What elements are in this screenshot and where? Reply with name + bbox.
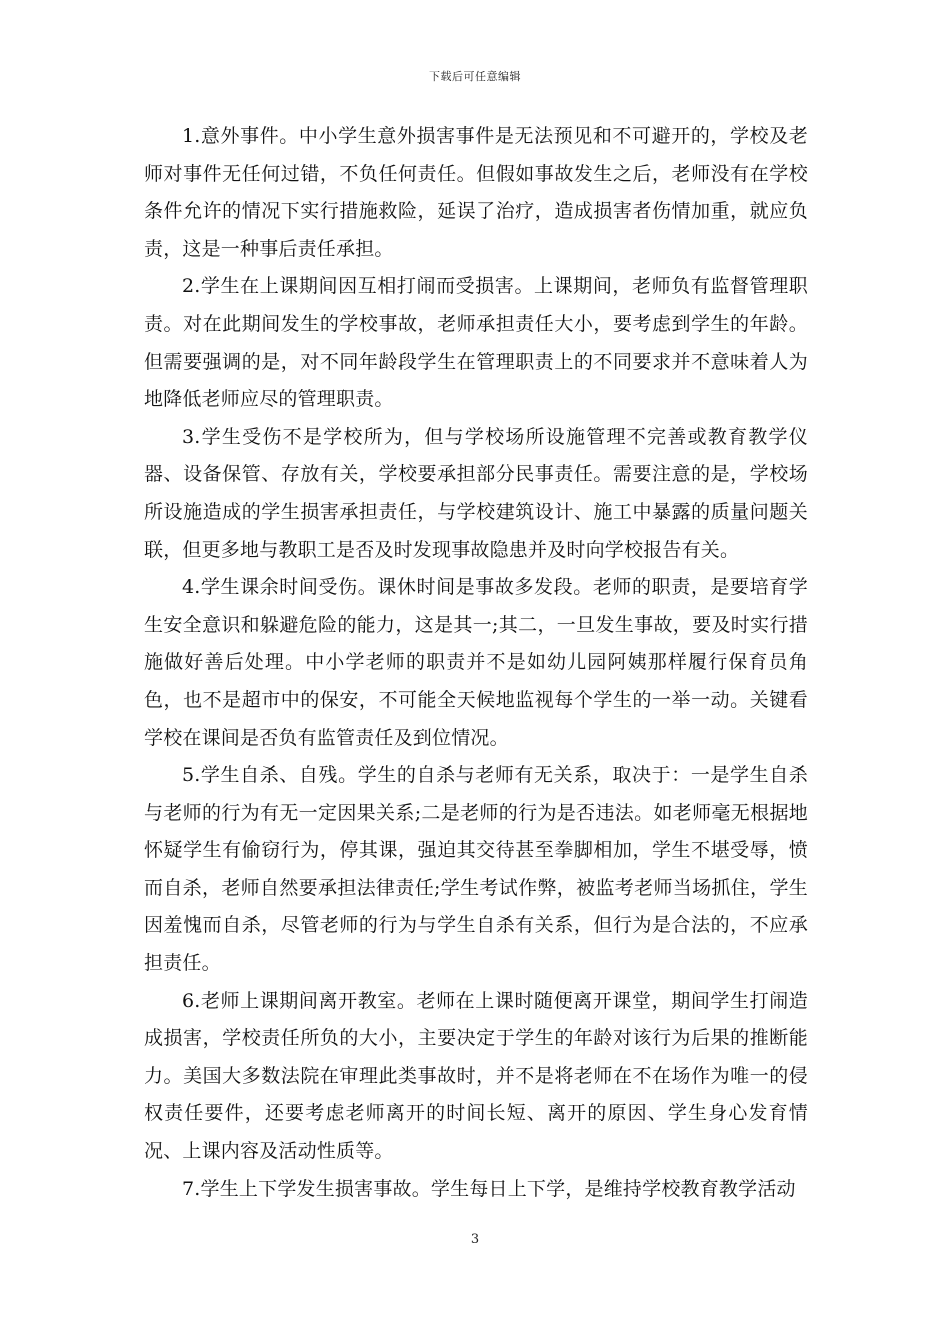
paragraph-3: 3.学生受伤不是学校所为，但与学校场所设施管理不完善或教育教学仪器、设备保管、存放有关，学校要承担部分民事责任。需要注意的是，学校场所设施造成的学生损害承担责任，与学校建筑设计、施工中暴露的质量问题关联，但更多地与教职工是否及时发现事故隐患并及时向学校报告有关。 [144,425,808,561]
paragraph-4: 4.学生课余时间受伤。课休时间是事故多发段。老师的职责，是要培育学生安全意识和躲避危险的能力，这是其一;其二，一旦发生事故，要及时实行措施做好善后处理。中小学老师的职责并不是如幼儿园阿姨那样履行保育员角色，也不是超市中的保安，不可能全天候地监视每个学生的一举一动。关键看学校在课间是否负有监管责任及到位情况。 [144,576,808,749]
body-text [144,118,808,1208]
page-number: 3 [470,1232,480,1247]
page-header: 下载后可任意编辑 [429,70,521,83]
paragraph-2: 2.学生在上课期间因互相打闹而受损害。上课期间，老师负有监督管理职责。对在此期间发生的学校事故，老师承担责任大小，要考虑到学生的年龄。但需要强调的是，对不同年龄段学生在管理职责上的不同要求并不意味着人为地降低老师应尽的管理职责。 [144,275,808,411]
paragraph-7: 7.学生上下学发生损害事故。学生每日上下学，是维持学校教育教学活动 [182,1177,796,1200]
paragraph-6: 6.老师上课期间离开教室。老师在上课时随便离开课堂，期间学生打闹造成损害，学校责任所负的大小，主要决定于学生的年龄对该行为后果的推断能力。美国大多数法院在审理此类事故时，并不是将老师在不在场作为唯一的侵权责任要件，还要考虑老师离开的时间长短、离开的原因、学生身心发育情况、上课内容及活动性质等。 [144,989,808,1163]
paragraph-1: 1.意外事件。中小学生意外损害事件是无法预见和不可避开的，学校及老师对事件无任何过错，不负任何责任。但假如事故发生之后，老师没有在学校条件允许的情况下实行措施救险，延误了治疗，造成损害者伤情加重，就应负责，这是一种事后责任承担。 [144,125,808,260]
paragraph-5: 5.学生自杀、自残。学生的自杀与老师有无关系，取决于：一是学生自杀与老师的行为有无一定因果关系;二是老师的行为是否违法。如老师毫无根据地怀疑学生有偷窃行为，停其课，强迫其交待甚至拳脚相加，学生不堪受辱，愤而自杀，老师自然要承担法律责任;学生考试作弊，被监考老师当场抓住，学生因羞愧而自杀，尽管老师的行为与学生自杀有关系，但行为是合法的，不应承担责任。 [144,764,808,975]
